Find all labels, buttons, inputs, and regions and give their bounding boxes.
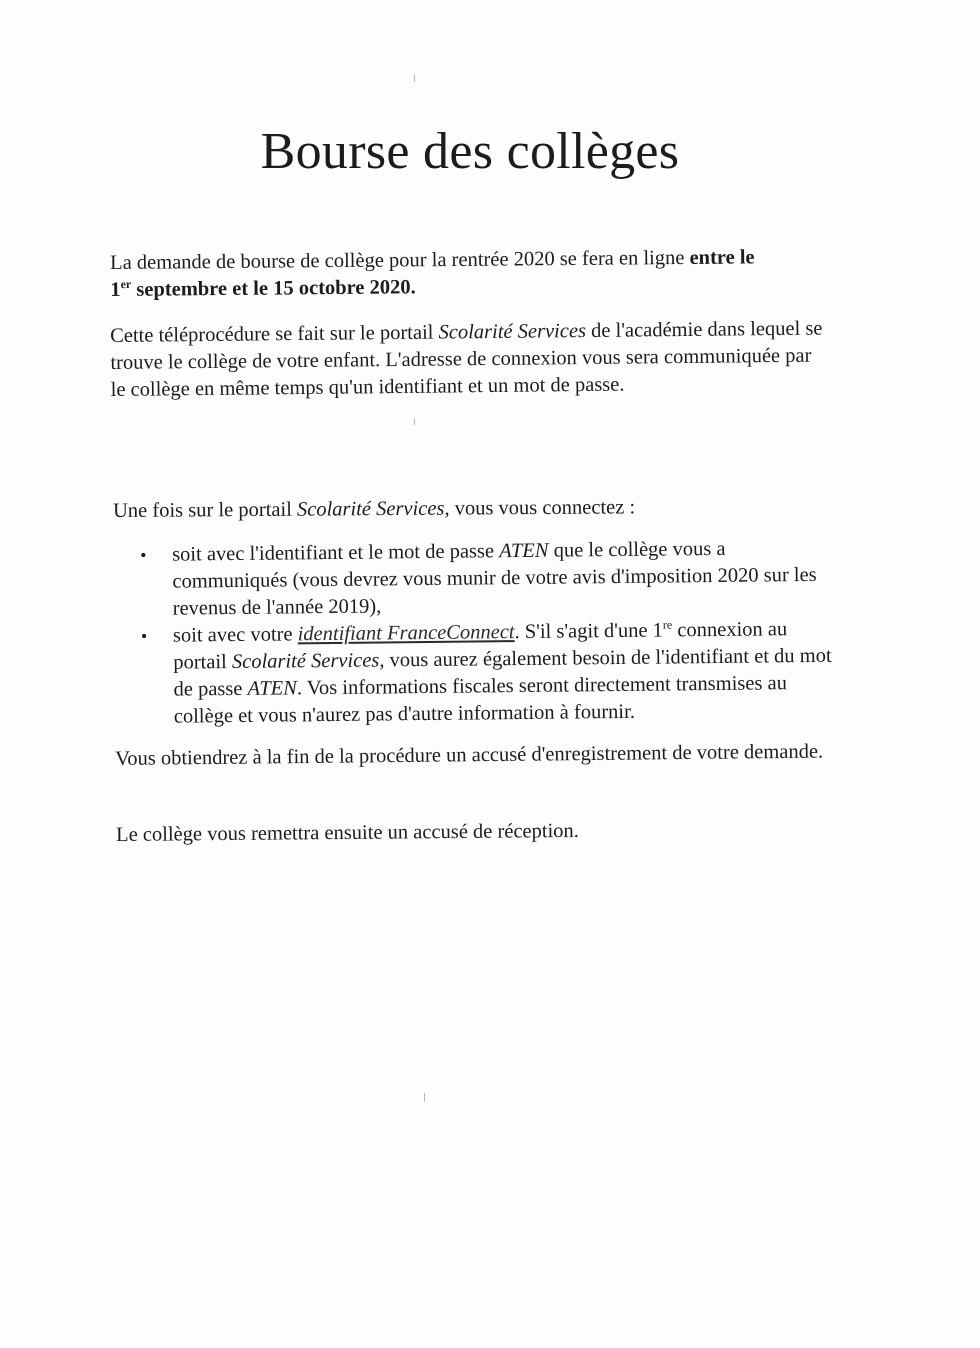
list-item: • soit avec l'identifiant et le mot de passe ATEN que le collège vous a communiqués (vous devrez vous munir de votre avis d'imposition 2020 sur les revenus de l'année 2019), [140,537,817,620]
aten-label: ATEN [499,539,549,563]
date-range-bold: 1er septembre et le 15 octobre 2020. [110,276,416,301]
portal-name: Scolarité Services [231,649,380,674]
connection-intro: Une fois sur le portail Scolarité Services, vous vous connectez : [113,496,636,522]
intro-paragraph [110,244,830,304]
scan-speck [424,1093,425,1102]
procedure-paragraph: Cette téléprocédure se fait sur le portail Scolarité Services de l'académie dans lequel se trouve le collège de votre enfant. L'adresse de connexion vous sera communiquée par le collège en même temps qu'un identifiant et un mot de passe. [110,317,823,401]
scan-speck [414,74,415,82]
bullet-icon: • [140,625,148,646]
aten-label: ATEN [247,677,298,700]
list-item: • soit avec votre identifiant FranceConnect. S'il s'agit d'une 1re connexion au portail Scolarité Services, vous aurez également besoin de l'identifiant et du mot de passe ATEN. Vos informations fiscales seront directement transmises au collège et vous n'aurez pas d'autre information à fournir. [140,617,832,728]
intro-text: La demande de bourse de collège pour la rentrée 2020 se fera en ligne [110,246,690,274]
connection-options-list [140,535,842,731]
page-title: Bourse des collèges [260,123,680,180]
date-range-bold-start: entre le [689,246,755,269]
receipt-paragraph: Le collège vous remettra ensuite un accusé de réception. [116,819,579,846]
acknowledgement-paragraph: Vous obtiendrez à la fin de la procédure un accusé d'enregistrement de votre demande. [115,740,824,770]
portal-name: Scolarité Services [438,320,587,344]
portal-name: Scolarité Services [296,497,445,521]
bullet-icon: • [140,544,147,565]
franceconnect-link[interactable]: identifiant FranceConnect [297,621,515,646]
scan-speck [414,418,415,425]
